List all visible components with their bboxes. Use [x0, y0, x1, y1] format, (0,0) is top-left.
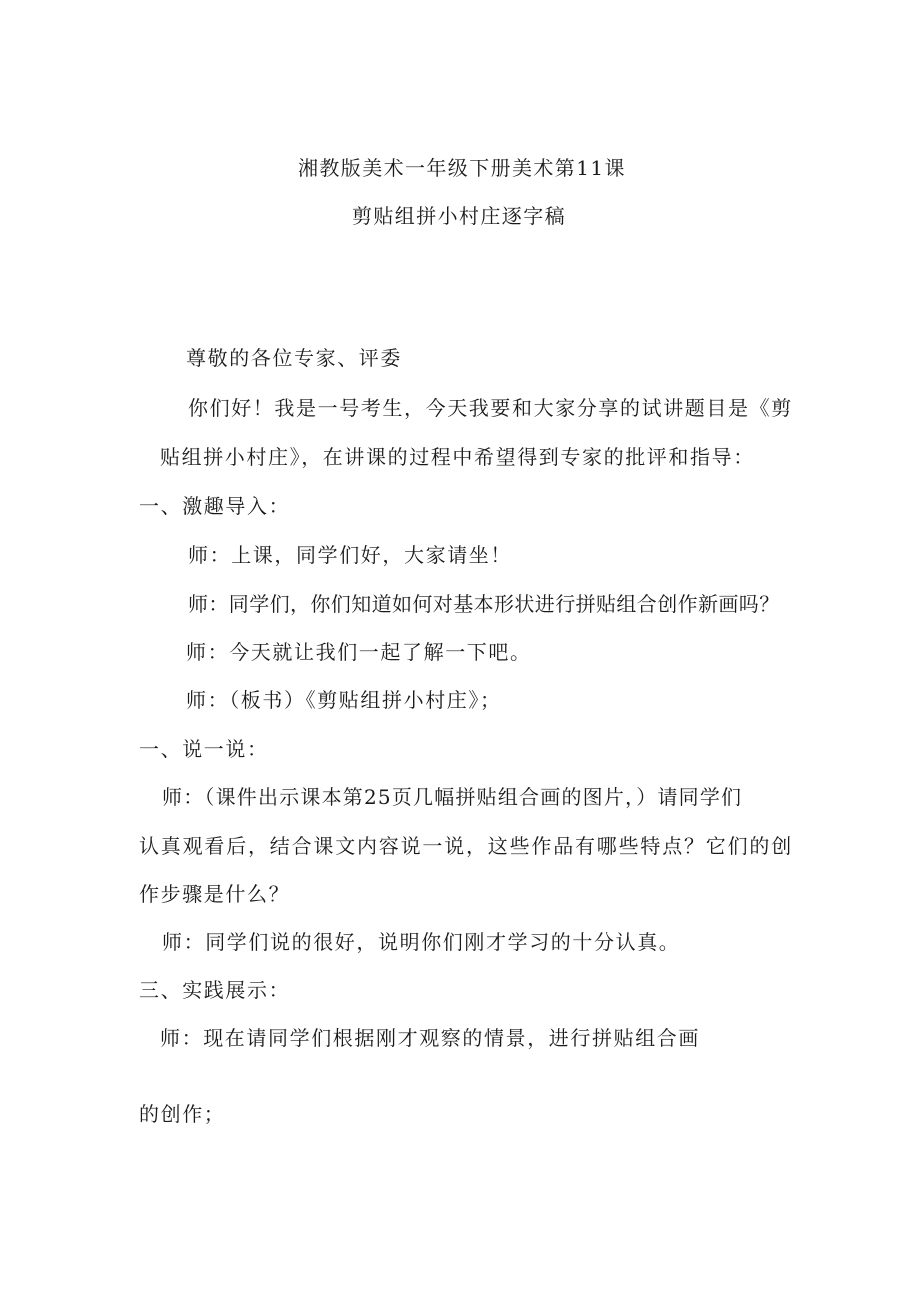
- paragraph-line: 贴组拼小村庄》，在讲课的过程中希望得到专家的批评和指导：: [160, 445, 755, 469]
- greeting-line: 尊敬的各位专家、评委: [186, 346, 402, 370]
- paragraph-line: 认真观看后，结合课文内容说一说，这些作品有哪些特点？它们的创: [139, 834, 793, 858]
- paragraph-line: 师：现在请同学们根据刚才观察的情景，进行拼贴组合画: [160, 1026, 700, 1050]
- paragraph-line: 的创作；: [139, 1102, 226, 1126]
- section-heading: 一、激趣导入：: [139, 494, 291, 518]
- section-heading: 一、说一说：: [139, 737, 269, 761]
- paragraph-line: 师：上课，同学们好，大家请坐！: [188, 543, 512, 567]
- paragraph-line: 师：（课件出示课本第25页几幅拼贴组合画的图片，）请同学们: [162, 785, 743, 809]
- paragraph-line: 师：同学们说的很好，说明你们刚才学习的十分认真。: [162, 930, 681, 954]
- paragraph-line: 你们好！我是一号考生，今天我要和大家分享的试讲题目是《剪: [188, 396, 793, 420]
- document-title: 湘教版美术一年级下册美术第11课: [298, 156, 626, 180]
- paragraph-line: 师：（板书）《剪贴组拼小村庄》；: [186, 688, 502, 712]
- paragraph-line: 师：同学们，你们知道如何对基本形状进行拼贴组合创作新画吗？: [188, 592, 780, 616]
- document-subtitle: 剪贴组拼小村庄逐字稿: [352, 204, 566, 228]
- section-heading: 三、实践展示：: [139, 978, 291, 1002]
- paragraph-line: 作步骤是什么？: [139, 882, 291, 906]
- paragraph-line: 师：今天就让我们一起了解一下吧。: [186, 640, 532, 664]
